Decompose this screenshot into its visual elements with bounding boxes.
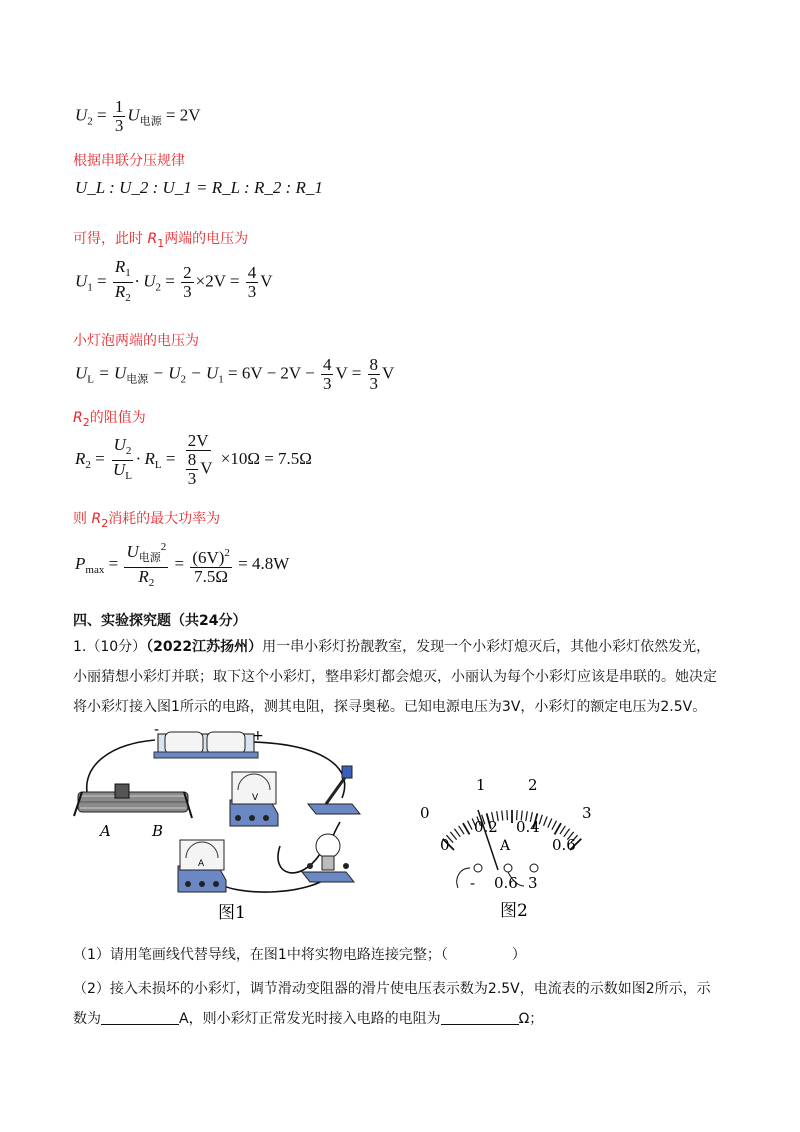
dial-tick (450, 832, 456, 840)
section-heading: 四、实验探究题（共24分） (73, 613, 247, 629)
equation-pmax: $P_{max}$ = $\frac{U_{电源}^2}{R_2}$ = $\frac{(6V)^2}{7.5\Omega}$ = 4.8W (75, 538, 289, 592)
note-r1-voltage: 可得，此时 $R_1$两端的电压为 (73, 231, 249, 250)
scale-bottom-0: 0 (440, 836, 450, 854)
note-bulb-voltage: 小灯泡两端的电压为 (73, 333, 199, 349)
problem-line-2: 小丽猜想小彩灯并联；取下这个小彩灯，整串彩灯都会熄灭，小丽认为每个小彩灯应该是串联的。她决定 (73, 669, 717, 685)
question-2 (73, 974, 773, 1034)
dial-tick (502, 811, 503, 821)
equation-ratio: U_L : U_2 : U_1 = R_L : R_2 : R_1 (75, 178, 323, 197)
question-2-line-2: 数为 A，则小彩灯正常发光时接入电路的电阻为 Ω； (73, 1011, 544, 1027)
dial-tick (463, 823, 470, 834)
note-max-power: 则 $R_2$消耗的最大功率为 (73, 511, 221, 530)
dial-tick (560, 826, 565, 834)
answer-blank-current[interactable] (101, 1010, 179, 1025)
switch (308, 766, 360, 814)
terminal-3: 3 (528, 874, 538, 892)
answer-blank-resistance[interactable] (441, 1010, 519, 1025)
scale-top-0: 0 (420, 804, 430, 822)
scale-top-2: 2 (528, 776, 538, 794)
dial-tick (544, 817, 548, 826)
terminal (474, 864, 482, 872)
dial-tick (507, 810, 508, 820)
figure-1-circuit (70, 726, 390, 922)
problem-line-1: 1.（10分）（2022江苏扬州）用一串小彩灯扮靓教室，发现一个小彩灯熄灭后，其他小彩灯依然发光， (73, 639, 711, 655)
equation-u2: $U_2$ = $\frac{1}{3}$ $U_{电源} = 2V$ (75, 97, 201, 135)
equation-u1: $U_1$ = $\frac{R_1}{R_2}$ · $U_2$ = $\frac{2}{3}$ ×2V = $\frac{4}{3}$ V (75, 257, 273, 304)
dial-tick (552, 821, 557, 830)
figure-2-dial (412, 770, 612, 922)
scale-bottom-2: 0.4 (516, 818, 540, 836)
note-series-rule: 根据串联分压规律 (73, 153, 185, 169)
terminal-0-6: 0.6 (494, 874, 518, 892)
terminal-minus: - (470, 874, 476, 892)
problem-text (73, 632, 753, 722)
dial-tick (468, 821, 473, 830)
equation-r2: $R_2$ = $\frac{U_2}{U_L}$ · $R_L$ = 2V $\frac{8}{3}$ V ×10Ω = 7.5Ω (75, 431, 312, 488)
terminal (504, 864, 512, 872)
ammeter-letter: A (198, 859, 205, 869)
note-r2-resistance: $R_2$的阻值为 (73, 410, 146, 429)
question-2-line-1: （2）接入未损坏的小彩灯，调节滑动变阻器的滑片使电压表示数为2.5V，电流表的示数如图2所示，示 (73, 981, 711, 997)
dial-tick (555, 823, 562, 834)
voltmeter-letter: V (252, 793, 259, 803)
problem-line-3: 将小彩灯接入图1所示的电路，测其电阻，探寻奥秘。已知电源电压为3V，小彩灯的额定电压为2.5V。 (73, 699, 707, 715)
scale-bottom-3: 0.6 (552, 836, 576, 854)
equation-ul: $U_L = U_{电源} - U_2 - U_1 = 6V - 2V$ − $\frac{4}{3}$ V = $\frac{8}{3}$ V (75, 355, 395, 393)
question-1: （1）请用笔画线代替导线，在图1中将实物电路连接完整；（ ） (73, 947, 526, 963)
scale-top-3: 3 (582, 804, 592, 822)
figure-1-label: 图1 (218, 903, 246, 922)
battery-holder (154, 732, 258, 758)
rheostat-label-a: A (100, 822, 111, 840)
unit-letter: A (500, 838, 511, 854)
dial-tick (459, 826, 464, 834)
terminal (530, 864, 538, 872)
rheostat-label-b: B (152, 822, 164, 840)
battery-minus: - (154, 726, 160, 738)
scale-bottom-1: 0.2 (474, 818, 498, 836)
dial-tick (548, 818, 552, 827)
lead-wire (457, 868, 470, 888)
battery-plus: + (252, 728, 264, 744)
wire (278, 846, 320, 873)
light-bulb (302, 834, 354, 882)
rheostat (74, 784, 192, 818)
scale-top-1: 1 (476, 776, 486, 794)
dial-tick (454, 829, 460, 837)
figure-2-label: 图2 (500, 901, 528, 921)
